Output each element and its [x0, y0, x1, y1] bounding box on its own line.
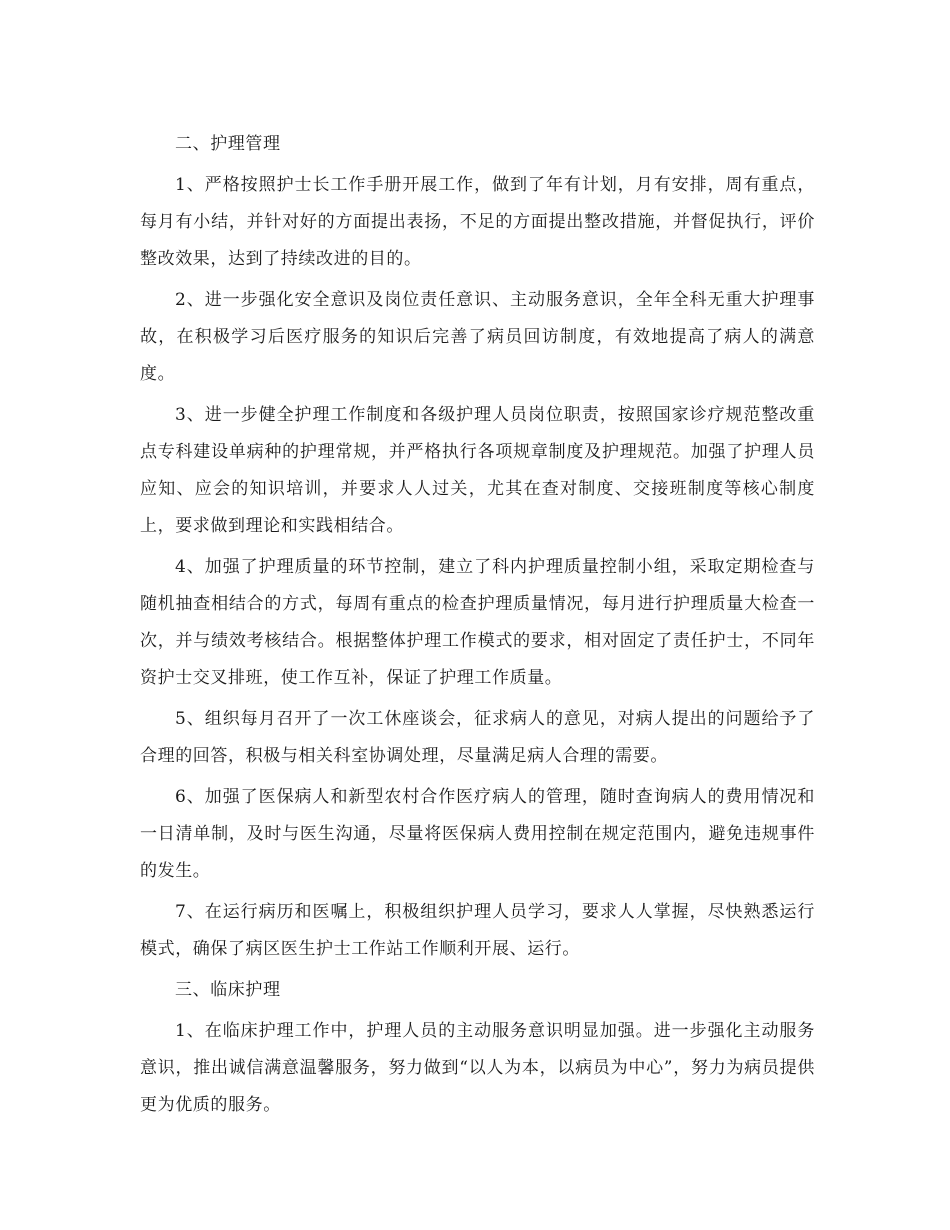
document-page	[140, 126, 815, 1128]
section-heading-clinical-nursing: 三、临床护理	[175, 980, 281, 1000]
paragraph-1: 1、严格按照护士长工作手册开展工作，做到了年有计划，月有安排，周有重点，每月有小结，并针对好的方面提出表扬，不足的方面提出整改措施，并督促执行，评价整改效果，达到了持续改进的目的。	[140, 175, 815, 269]
section-heading-nursing-management: 二、护理管理	[175, 134, 281, 154]
paragraph-5: 5、组织每月召开了一次工休座谈会，征求病人的意见，对病人提出的问题给予了合理的回答，积极与相关科室协调处理，尽量满足病人合理的需要。	[140, 709, 815, 766]
paragraph-3: 3、进一步健全护理工作制度和各级护理人员岗位职责，按照国家诊疗规范整改重点专科建设单病种的护理常规，并严格执行各项规章制度及护理规范。加强了护理人员应知、应会的知识培训，并要求人人过关，尤其在查对制度、交接班制度等核心制度上，要求做到理论和实践相结合。	[140, 405, 815, 536]
paragraph-2: 2、进一步强化安全意识及岗位责任意识、主动服务意识，全年全科无重大护理事故，在积极学习后医疗服务的知识后完善了病员回访制度，有效地提高了病人的满意度。	[140, 290, 815, 384]
paragraph-6: 6、加强了医保病人和新型农村合作医疗病人的管理，随时查询病人的费用情况和一日清单制，及时与医生沟通，尽量将医保病人费用控制在规定范围内，避免违规事件的发生。	[140, 787, 815, 881]
paragraph-clinical-1: 1、在临床护理工作中，护理人员的主动服务意识明显加强。进一步强化主动服务意识，推出诚信满意温馨服务，努力做到“以人为本，以病员为中心”，努力为病员提供更为优质的服务。	[140, 1021, 815, 1115]
paragraph-7: 7、在运行病历和医嘱上，积极组织护理人员学习，要求人人掌握，尽快熟悉运行模式，确保了病区医生护士工作站工作顺利开展、运行。	[140, 902, 815, 959]
paragraph-4: 4、加强了护理质量的环节控制，建立了科内护理质量控制小组，采取定期检查与随机抽查相结合的方式，每周有重点的检查护理质量情况，每月进行护理质量大检查一次，并与绩效考核结合。根据整体护理工作模式的要求，相对固定了责任护士，不同年资护士交叉排班，使工作互补，保证了护理工作质量。	[140, 557, 815, 688]
